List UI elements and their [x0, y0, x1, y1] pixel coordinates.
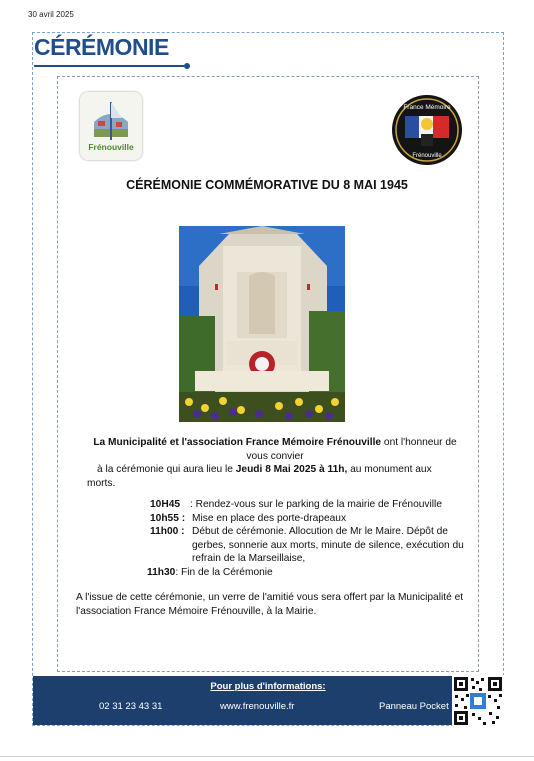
invitation-text — [80, 436, 470, 490]
schedule-item — [147, 566, 480, 580]
schedule-time: 11h30 — [147, 566, 176, 578]
qr-code[interactable] — [452, 675, 504, 727]
qr-code-icon — [452, 675, 504, 727]
france-memoire-logo — [391, 94, 463, 166]
badge-bottom-text: Frénouville — [412, 153, 442, 159]
title-underline-dot — [184, 63, 190, 69]
frenouville-logo — [80, 92, 142, 160]
schedule-item — [150, 498, 480, 512]
monument-photo — [179, 226, 345, 422]
schedule-text: Mise en place des porte-drapeaux — [192, 512, 347, 524]
page-title: CÉRÉMONIE — [34, 34, 169, 60]
schedule — [147, 498, 480, 580]
info-footer — [33, 676, 503, 725]
schedule-time: 11h00 : — [150, 526, 185, 538]
invitation-line3-post: au monument aux — [347, 464, 432, 476]
schedule-time: 10h55 : — [150, 512, 186, 524]
schedule-time: 10H45 — [150, 499, 181, 510]
footer-heading: Pour plus d'informations: — [210, 681, 326, 692]
footer-website[interactable]: www.frenouville.fr — [220, 701, 295, 712]
schedule-item — [150, 525, 480, 566]
publication-date: 30 avril 2025 — [28, 10, 74, 19]
france-memoire-badge — [391, 94, 463, 166]
event-date-time: Jeudi 8 Mai 2025 à 11h, — [235, 464, 348, 476]
frenouville-logo-label: Frénouville — [88, 142, 134, 152]
closing-text: A l'issue de cette cérémonie, un verre de l'amitié vous sera offert par la Municipalité et l'association France Mémoire Frénouville, à la Mairie. — [76, 592, 464, 617]
footer-phone: 02 31 23 43 31 — [99, 701, 163, 712]
schedule-text: Début de cérémonie. Allocution de Mr le Maire. Dépôt de gerbes, sonnerie aux morts, minute de silence, exécution du refrain de la Marseillaise, — [192, 526, 464, 565]
organizers: La Municipalité et l'association France Mémoire Frénouville — [93, 437, 382, 448]
footer-panneau-pocket: Panneau Pocket — [379, 701, 449, 712]
title-underline — [34, 65, 184, 67]
invitation-line4: morts. — [87, 477, 116, 489]
schedule-item — [150, 512, 480, 526]
schedule-text: : Fin de la Cérémonie — [175, 566, 273, 578]
invitation-line3-pre: à la cérémonie qui aura lieu le — [97, 464, 236, 476]
invitation-line1: ont l'honneur de — [381, 437, 457, 448]
ceremony-headline: CÉRÉMONIE COMMÉMORATIVE DU 8 MAI 1945 — [126, 178, 408, 192]
page-bottom-rule — [0, 756, 534, 757]
badge-top-text: France Mémoire — [403, 104, 451, 111]
frenouville-logo-graphic — [80, 92, 142, 160]
schedule-text: : Rendez-vous sur le parking de la mairie de Frénouville — [190, 499, 442, 510]
monument-photo-graphic — [179, 226, 345, 422]
invitation-line2: vous convier — [246, 450, 304, 462]
